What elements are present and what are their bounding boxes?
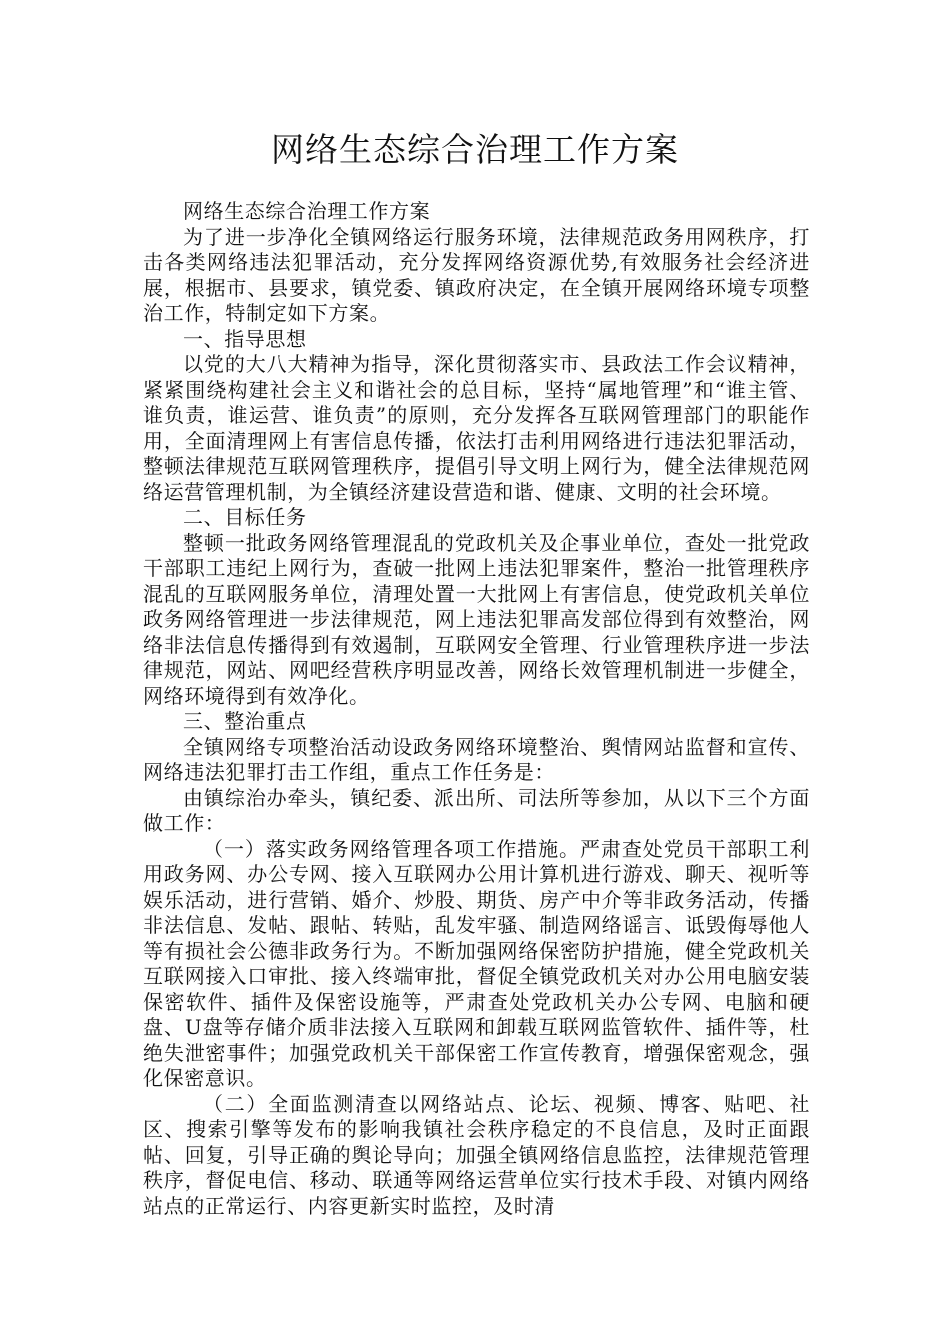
paragraph-doc-heading: 网络生态综合治理工作方案 (183, 199, 431, 223)
paragraph-goals: 整顿一批政务网络管理混乱的党政机关及企事业单位，查处一批党政干部职工违纪上网行为，查破一批网上违法犯罪案件，整治一批管理秩序混乱的互联网服务单位，清理处置一大批网上有害信息，使党政机关单位政务网络管理进一步法律规范，网上违法犯罪高发部位得到有效整治，网络非法信息传播得到有效遏制，互联网安全管理、行业管理秩序进一步法律规范，网站、网吧经营秩序明显改善，网络长效管理机制进一步健全，网络环境得到有效净化。 (143, 530, 810, 708)
paragraph-lead-office: 由镇综治办牵头，镇纪委、派出所、司法所等参加，从以下三个方面做工作： (143, 785, 810, 835)
paragraph-guiding-ideology: 以党的大八大精神为指导，深化贯彻落实市、县政法工作会议精神，紧紧围绕构建社会主义和谐社会的总目标，坚持“属地管理”和“谁主管、谁负责，谁运营、谁负责”的原则，充分发挥各互联网管理部门的职能作用，全面清理网上有害信息传播，依法打击利用网络进行违法犯罪活动，整顿法律规范互联网管理秩序，提倡引导文明上网行为，健全法律规范网络运营管理机制，为全镇经济建设营造和谐、健康、文明的社会环境。 (143, 352, 810, 504)
document-title: 网络生态综合治理工作方案 (271, 130, 679, 169)
paragraph-item-2: （二）全面监测清查以网络站点、论坛、视频、博客、贴吧、社区、搜索引擎等发布的影响我镇社会秩序稳定的不良信息，及时正面跟帖、回复，引导正确的舆论导向；加强全镇网络信息监控，法律规范管理秩序，督促电信、移动、联通等网络运营单位实行技术手段、对镇内网络站点的正常运行、内容更新实时监控，及时清 (143, 1091, 810, 1218)
paragraph-key-points: 全镇网络专项整治活动设政务网络环境整治、舆情网站监督和宣传、网络违法犯罪打击工作组，重点工作任务是： (143, 734, 810, 784)
paragraph-item-1: （一）落实政务网络管理各项工作措施。严肃查处党员干部职工利用政务网、办公专网、接入互联网办公用计算机进行游戏、聊天、视听等娱乐活动，进行营销、婚介、炒股、期货、房产中介等非政务活动，传播非法信息、发帖、跟帖、转贴，乱发牢骚、制造网络谣言、诋毁侮辱他人等有损社会公德非政务行为。不断加强网络保密防护措施，健全党政机关互联网接入口审批、接入终端审批，督促全镇党政机关对办公用电脑安装保密软件、插件及保密设施等，严肃查处党政机关办公专网、电脑和硬盘、U盘等存储介质非法接入互联网和卸载互联网监管软件、插件等，杜绝失泄密事件；加强党政机关干部保密工作宣传教育，增强保密观念，强化保密意识。 (143, 836, 810, 1090)
section-heading-guiding-ideology: 一、指导思想 (183, 326, 307, 351)
section-heading-key-points: 三、整治重点 (183, 709, 307, 733)
paragraph-intro: 为了进一步净化全镇网络运行服务环境，法律规范政务用网秩序，打击各类网络违法犯罪活动，充分发挥网络资源优势,有效服务社会经济进展，根据市、县要求，镇党委、镇政府决定，在全镇开展网络环境专项整治工作，特制定如下方案。 (143, 224, 810, 325)
section-heading-goals: 二、目标任务 (183, 505, 307, 529)
document-body (143, 199, 810, 1219)
